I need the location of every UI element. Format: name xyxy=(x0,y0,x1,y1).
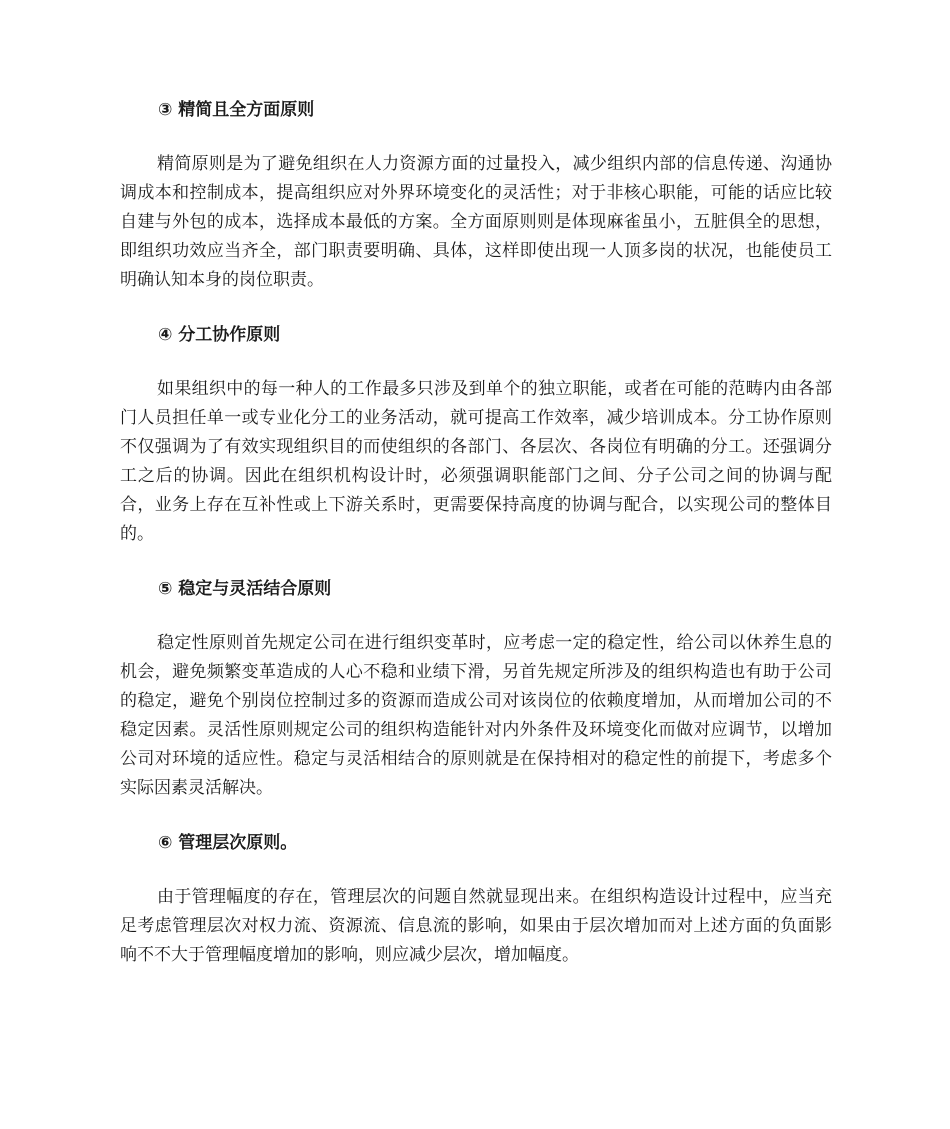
section-heading-division-cooperation: ④ 分工协作原则 xyxy=(158,325,281,345)
section-body-management-levels: 由于管理幅度的存在，管理层次的问题自然就显现出来。在组织构造设计过程中，应当充足考虑管理层次对权力流、资源流、信息流的影响，如果由于层次增加而对上述方面的负面影响不不大于管理幅度增加的影响，则应减少层次，增加幅度。 xyxy=(120,887,832,965)
section-body-streamlined-comprehensive: 精简原则是为了避免组织在人力资源方面的过量投入，减少组织内部的信息传递、沟通协调成本和控制成本，提高组织应对外界环境变化的灵活性；对于非核心职能，可能的话应比较自建与外包的成本，选择成本最低的方案。全方面原则则是体现麻雀虽小，五脏俱全的思想，即组织功效应当齐全，部门职责要明确、具体，这样即使出现一人顶多岗的状况，也能使员工明确认知本身的岗位职责。 xyxy=(120,154,832,290)
section-heading-streamlined-comprehensive: ③ 精简且全方面原则 xyxy=(158,100,315,120)
section-body-division-cooperation: 如果组织中的每一种人的工作最多只涉及到单个的独立职能，或者在可能的范畴内由各部门人员担任单一或专业化分工的业务活动，就可提高工作效率，减少培训成本。分工协作原则不仅强调为了有效实现组织目的而使组织的各部门、各层次、各岗位有明确的分工。还强调分工之后的协调。因此在组织机构设计时，必须强调职能部门之间、分子公司之间的协调与配合，业务上存在互补性或上下游关系时，更需要保持高度的协调与配合，以实现公司的整体目的。 xyxy=(120,379,832,544)
section-heading-stability-flexibility: ⑤ 稳定与灵活结合原则 xyxy=(158,579,332,599)
section-heading-management-levels: ⑥ 管理层次原则。 xyxy=(158,833,298,853)
section-body-stability-flexibility: 稳定性原则首先规定公司在进行组织变革时，应考虑一定的稳定性，给公司以休养生息的机会，避免频繁变革造成的人心不稳和业绩下滑，另首先规定所涉及的组织构造也有助于公司的稳定，避免个别岗位控制过多的资源而造成公司对该岗位的依赖度增加，从而增加公司的不稳定因素。灵活性原则规定公司的组织构造能针对内外条件及环境变化而做对应调节，以增加公司对环境的适应性。稳定与灵活相结合的原则就是在保持相对的稳定性的前提下，考虑多个实际因素灵活解决。 xyxy=(120,633,832,798)
document-page xyxy=(120,98,832,970)
